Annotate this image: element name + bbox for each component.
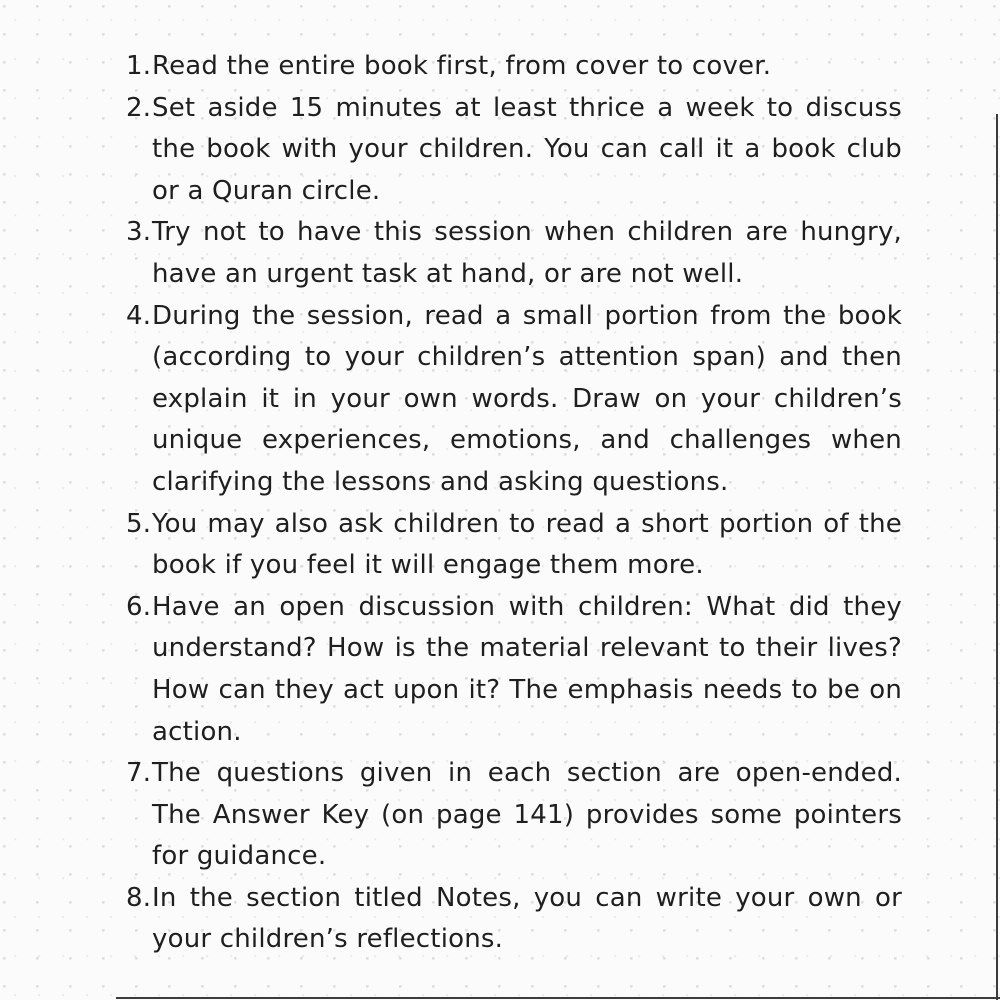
list-item <box>128 46 902 88</box>
list-item <box>128 753 902 878</box>
instructions-list <box>128 46 902 961</box>
page-scan-edge-bottom <box>116 997 1000 999</box>
list-item-number: 6. <box>126 591 152 622</box>
list-item-number: 3. <box>126 217 152 248</box>
list-item <box>128 296 902 504</box>
list-item-text: In the section titled Notes, you can write your own or your children’s reflections. <box>152 882 902 955</box>
list-item-number: 7. <box>126 758 152 789</box>
list-item-text: The questions given in each section are open-ended. The Answer Key (on page 141) provides some pointers for guidance. <box>152 758 902 872</box>
list-item-text: Set aside 15 minutes at least thrice a week to discuss the book with your children. You can call it a book club or a Quran circle. <box>152 92 902 206</box>
page-content <box>128 46 902 961</box>
list-item-text: Read the entire book first, from cover to cover. <box>152 51 772 81</box>
list-item-text: Have an open discussion with children: What did they understand? How is the material relevant to their lives? How can they act upon it? The emphasis needs to be on action. <box>152 591 902 747</box>
list-item-number: 5. <box>126 508 152 539</box>
list-item-text: You may also ask children to read a short portion of the book if you feel it will engage them more. <box>152 508 902 581</box>
list-item-number: 4. <box>126 300 152 331</box>
list-item <box>128 212 902 295</box>
list-item-text: During the session, read a small portion from the book (according to your children’s attention span) and then explain it in your own words. Draw on your children’s unique experiences, emotions, and challenges when clarifying the lessons and asking questions. <box>152 300 902 497</box>
list-item <box>128 587 902 753</box>
list-item <box>128 88 902 213</box>
list-item <box>128 878 902 961</box>
list-item-number: 2. <box>126 92 152 123</box>
list-item-number: 8. <box>126 882 152 913</box>
list-item <box>128 504 902 587</box>
list-item-text: Try not to have this session when children are hungry, have an urgent task at hand, or are not well. <box>152 217 902 289</box>
list-item-number: 1. <box>126 51 152 81</box>
page-scan-edge-right <box>996 114 998 1000</box>
